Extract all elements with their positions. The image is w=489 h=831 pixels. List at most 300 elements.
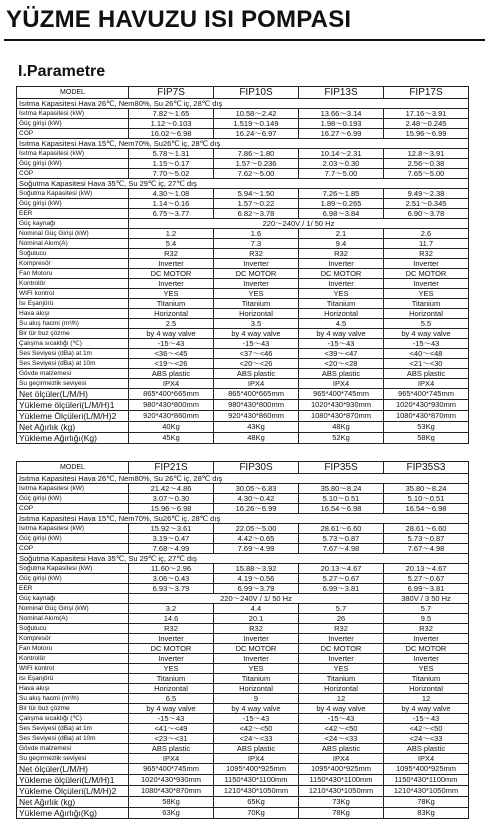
- spec-value: -15～43: [299, 714, 384, 724]
- spec-value: 65Kg: [214, 797, 299, 808]
- spec-value: 1.519～0.149: [214, 119, 299, 129]
- row-label: Nominal Güç Girişi (kW): [17, 604, 129, 614]
- spec-value: R32: [214, 624, 299, 634]
- spec-value: 5.94～1.50: [214, 189, 299, 199]
- spec-value: 9.4: [299, 239, 384, 249]
- spec-value: 48Kg: [299, 422, 384, 433]
- spec-value: IPX4: [214, 754, 299, 764]
- spec-row: [17, 199, 469, 209]
- spec-value: DC MOTOR: [299, 269, 384, 279]
- spec-value: 7.68～4.99: [129, 544, 214, 554]
- spec-value: 17.16～3.91: [384, 109, 469, 119]
- model-name: FIP35S3: [384, 462, 469, 474]
- spec-value: YES: [129, 289, 214, 299]
- spec-value: Inverter: [384, 634, 469, 644]
- spec-value: 9.5: [384, 614, 469, 624]
- spec-value: 78Kg: [299, 808, 384, 819]
- row-label: Güç girişi (kW): [17, 199, 129, 209]
- spec-value: 1095*400*925mm: [214, 764, 299, 775]
- spec-value: Titanium: [214, 299, 299, 309]
- row-label: Kompresör: [17, 634, 129, 644]
- spec-row: [17, 644, 469, 654]
- spec-value: 12: [299, 694, 384, 704]
- spec-value: 7.67～4.98: [299, 544, 384, 554]
- model-name: FIP17S: [384, 87, 469, 99]
- spec-row: [17, 724, 469, 734]
- spec-value: ABS plastic: [384, 744, 469, 754]
- spec-value: <42～<50: [214, 724, 299, 734]
- row-label: Isıtma Kapasitesi (kW): [17, 109, 129, 119]
- row-label: Ses Seviyesi (dBa) at 10m: [17, 734, 129, 744]
- spec-value: 45Kg: [129, 433, 214, 444]
- spec-value: IPX4: [384, 379, 469, 389]
- spec-value: <39～<47: [299, 349, 384, 359]
- row-label: Su geçirmezlik seviyesi: [17, 379, 129, 389]
- spec-value: <20～<26: [214, 359, 299, 369]
- spec-row: [17, 524, 469, 534]
- spec-value: Horizontal: [214, 309, 299, 319]
- spec-value: R32: [299, 624, 384, 634]
- row-label: Güç kaynağı: [17, 219, 129, 229]
- spec-value: 16.02～6.98: [129, 129, 214, 139]
- spec-value: DC MOTOR: [299, 644, 384, 654]
- spec-value: 4.30～0.42: [214, 494, 299, 504]
- spec-value: <20～<28: [299, 359, 384, 369]
- spec-value: R32: [129, 624, 214, 634]
- spec-row: [17, 209, 469, 219]
- page-title: YÜZME HAVUZU ISI POMPASI: [6, 6, 352, 33]
- spec-value: 6.93～3.79: [129, 584, 214, 594]
- spec-value: 1.57～0.236: [214, 159, 299, 169]
- spec-value: 1.89～0.265: [299, 199, 384, 209]
- spec-value: <24～<33: [214, 734, 299, 744]
- spec-value: 35.80～8.24: [384, 484, 469, 494]
- spec-row: [17, 289, 469, 299]
- spec-value: 2.1: [299, 229, 384, 239]
- spec-value: 70Kg: [214, 808, 299, 819]
- spec-row: [17, 494, 469, 504]
- spec-value: Titanium: [384, 674, 469, 684]
- spec-value: Horizontal: [129, 309, 214, 319]
- spec-value: <37～<46: [214, 349, 299, 359]
- row-label: EER: [17, 584, 129, 594]
- row-label: WIFI kontrol: [17, 289, 129, 299]
- spec-value: <21～<30: [384, 359, 469, 369]
- spec-value: YES: [129, 664, 214, 674]
- row-label: Bir tür buz çözme: [17, 329, 129, 339]
- row-label: Su geçirmezlik seviyesi: [17, 754, 129, 764]
- spec-value: 7.70～5.02: [129, 169, 214, 179]
- spec-row: [17, 744, 469, 754]
- spec-value: 920*430*860mm: [214, 411, 299, 422]
- spec-value: 1020*430*930mm: [299, 400, 384, 411]
- spec-row: [17, 159, 469, 169]
- spec-value: 7.82～1.65: [129, 109, 214, 119]
- spec-value: Inverter: [299, 634, 384, 644]
- spec-value: 48Kg: [214, 433, 299, 444]
- spec-value: -15～43: [129, 714, 214, 724]
- spec-value: by 4 way valve: [384, 704, 469, 714]
- model-header-label: MODEL: [17, 462, 129, 474]
- spec-value: 6.98～3.84: [299, 209, 384, 219]
- spec-value: 35.80～8.24: [299, 484, 384, 494]
- spec-value: Horizontal: [299, 684, 384, 694]
- spec-row: [17, 604, 469, 614]
- spec-value: 980*430*800mm: [129, 400, 214, 411]
- row-label: Çalışma sıcaklığı (℃): [17, 714, 129, 724]
- row-label: Gövde malzemesi: [17, 744, 129, 754]
- spec-value: -15～43: [129, 339, 214, 349]
- row-label: Güç girişi (kW): [17, 159, 129, 169]
- spec-row: [17, 764, 469, 775]
- spec-value: Inverter: [299, 279, 384, 289]
- spec-row: [17, 664, 469, 674]
- spec-value: Horizontal: [129, 684, 214, 694]
- spec-value: ABS plastic: [384, 369, 469, 379]
- model-header-label: MODEL: [17, 87, 129, 99]
- row-label: COP: [17, 169, 129, 179]
- model-name: FIP13S: [299, 87, 384, 99]
- spec-value: DC MOTOR: [384, 644, 469, 654]
- spec-value: 6.75～3.77: [129, 209, 214, 219]
- row-label: Su akış hacmi (m³/h): [17, 319, 129, 329]
- spec-value: 920*430*860mm: [129, 411, 214, 422]
- spec-value: R32: [214, 249, 299, 259]
- spec-value: -15～43: [299, 339, 384, 349]
- spec-value: 16.27～6.99: [299, 129, 384, 139]
- spec-value: <42～<50: [299, 724, 384, 734]
- spec-value: 4.4: [214, 604, 299, 614]
- spec-value: 1.2: [129, 229, 214, 239]
- spec-value: by 4 way valve: [129, 704, 214, 714]
- spec-value: R32: [299, 249, 384, 259]
- spec-row: [17, 129, 469, 139]
- row-label: Isıtma Kapasitesi (kW): [17, 484, 129, 494]
- spec-value: 63Kg: [129, 808, 214, 819]
- spec-value: 16.54～6.98: [384, 504, 469, 514]
- spec-value: 4.5: [299, 319, 384, 329]
- row-label: Kompresör: [17, 259, 129, 269]
- spec-row: [17, 797, 469, 808]
- row-label: Yükleme Ölçüleri(L/M/H)2: [17, 786, 129, 797]
- spec-row: [17, 339, 469, 349]
- row-label: Ses Seviyesi (dBa) at 10m: [17, 359, 129, 369]
- spec-row: [17, 119, 469, 129]
- spec-value: 1210*430*1050mm: [299, 786, 384, 797]
- row-label: Hava akışı: [17, 684, 129, 694]
- spec-value: 40Kg: [129, 422, 214, 433]
- spec-row: [17, 694, 469, 704]
- spec-value: 1150*430*1100mm: [384, 775, 469, 786]
- spec-row: [17, 594, 469, 604]
- spec-value: 6.82～3.78: [214, 209, 299, 219]
- row-label: Net Ağırlık (kg): [17, 797, 129, 808]
- spec-row: [17, 484, 469, 494]
- spec-value: 6.5: [129, 694, 214, 704]
- row-label: Soğutma Kapasitesi (kW): [17, 564, 129, 574]
- spec-value: 7.3: [214, 239, 299, 249]
- spec-row: [17, 379, 469, 389]
- spec-row: [17, 259, 469, 269]
- spec-value: <36～<45: [129, 349, 214, 359]
- spec-value: 16.26～6.99: [214, 504, 299, 514]
- row-label: Soğutucu: [17, 249, 129, 259]
- spec-value: 5.78～1.31: [129, 149, 214, 159]
- row-label: Hava akışı: [17, 309, 129, 319]
- spec-value: by 4 way valve: [384, 329, 469, 339]
- spec-value: YES: [214, 664, 299, 674]
- spec-value: Titanium: [384, 299, 469, 309]
- spec-table-1: [16, 86, 469, 444]
- spec-value: R32: [129, 249, 214, 259]
- spec-value: <24～<33: [299, 734, 384, 744]
- spec-value: by 4 way valve: [214, 329, 299, 339]
- row-label: Ses Seviyesi (dBa) at 1m: [17, 724, 129, 734]
- spec-value: 21.42～4.86: [129, 484, 214, 494]
- group-heading: Isıtma Kapasitesi Hava 15℃, Nem70%, Su26℃ iç, 28℃ dış: [17, 514, 469, 524]
- spec-value: DC MOTOR: [129, 269, 214, 279]
- spec-value: Inverter: [384, 654, 469, 664]
- row-label: Bir tür buz çözme: [17, 704, 129, 714]
- spec-value: 865*400*665mm: [129, 389, 214, 400]
- spec-value: 15.96～6.99: [384, 129, 469, 139]
- spec-value: <41～<49: [129, 724, 214, 734]
- spec-value: <40～<48: [384, 349, 469, 359]
- spec-row: [17, 169, 469, 179]
- spec-value: 7.86～1.80: [214, 149, 299, 159]
- spec-row: [17, 674, 469, 684]
- spec-value: 1095*400*925mm: [299, 764, 384, 775]
- spec-value: 980*430*800mm: [214, 400, 299, 411]
- spec-row: [17, 624, 469, 634]
- spec-value: 28.61～6.60: [299, 524, 384, 534]
- spec-value: 15.88～3.92: [214, 564, 299, 574]
- spec-value: ABS plastic: [299, 369, 384, 379]
- spec-row: [17, 359, 469, 369]
- row-label: Kontrolör: [17, 654, 129, 664]
- row-label: Kontrolör: [17, 279, 129, 289]
- spec-row: [17, 462, 469, 474]
- spec-value: 1.98～0.193: [299, 119, 384, 129]
- row-label: Net Ağırlık (kg): [17, 422, 129, 433]
- spec-value: Inverter: [214, 259, 299, 269]
- spec-row: [17, 139, 469, 149]
- spec-value: 1150*430*1100mm: [214, 775, 299, 786]
- spec-row: [17, 786, 469, 797]
- spec-value: 28.61～6.60: [384, 524, 469, 534]
- spec-value: 1.57～0.22: [214, 199, 299, 209]
- spec-row: [17, 389, 469, 400]
- spec-value: 15.96～6.98: [129, 504, 214, 514]
- spec-value: 1.6: [214, 229, 299, 239]
- spec-row: [17, 474, 469, 484]
- spec-value: 20.1: [214, 614, 299, 624]
- row-label: Fan Motoru: [17, 644, 129, 654]
- group-heading: Soğutma Kapasitesi Hava 35℃, Su 29℃ iç, 27℃ dış: [17, 179, 469, 189]
- spec-row: [17, 229, 469, 239]
- row-label: Net ölçüler(L/M/H): [17, 389, 129, 400]
- spec-value: 20.13～4.67: [299, 564, 384, 574]
- spec-row: [17, 504, 469, 514]
- row-label: WIFI kontrol: [17, 664, 129, 674]
- spec-value: DC MOTOR: [129, 644, 214, 654]
- spec-value: by 4 way valve: [299, 704, 384, 714]
- spec-value: 7.7～5.00: [299, 169, 384, 179]
- spec-value: IPX4: [129, 754, 214, 764]
- model-name: FIP35S: [299, 462, 384, 474]
- row-label: Isı Eşanjörü: [17, 299, 129, 309]
- spec-value: 2.5: [129, 319, 214, 329]
- spec-value: 965*400*745mm: [384, 389, 469, 400]
- model-name: FIP7S: [129, 87, 214, 99]
- row-label: Isı Eşanjörü: [17, 674, 129, 684]
- spec-value: 1210*430*1050mm: [214, 786, 299, 797]
- spec-value: 5.27～0.67: [299, 574, 384, 584]
- spec-value: Inverter: [384, 279, 469, 289]
- spec-value: 3.2: [129, 604, 214, 614]
- spec-value: 58Kg: [129, 797, 214, 808]
- spec-row: [17, 574, 469, 584]
- row-label: Soğutma Kapasitesi (kW): [17, 189, 129, 199]
- spec-value: R32: [384, 624, 469, 634]
- spec-row: [17, 534, 469, 544]
- group-heading: Isıtma Kapasitesi Hava 26℃, Nem80%, Su 26℃ iç, 28℃ dış: [17, 474, 469, 484]
- spec-value: YES: [384, 289, 469, 299]
- spec-row: [17, 714, 469, 724]
- spec-row: [17, 411, 469, 422]
- spec-value: IPX4: [299, 379, 384, 389]
- spec-value: Inverter: [129, 634, 214, 644]
- spec-value: 1210*430*1050mm: [384, 786, 469, 797]
- spec-value: Inverter: [129, 259, 214, 269]
- spec-value: 14.6: [129, 614, 214, 624]
- spec-value: 5.7: [299, 604, 384, 614]
- spec-row: [17, 808, 469, 819]
- row-label: Yükleme ölçüleri(L/M/H)1: [17, 400, 129, 411]
- spec-row: [17, 433, 469, 444]
- spec-value: 5.10～0.51: [384, 494, 469, 504]
- row-label: Nominal Akım(A): [17, 239, 129, 249]
- spec-value: 43Kg: [214, 422, 299, 433]
- spec-value: 53Kg: [384, 422, 469, 433]
- spec-value: 220～240V / 1/ 50 Hz: [129, 219, 469, 229]
- spec-value: by 4 way valve: [214, 704, 299, 714]
- spec-row: [17, 349, 469, 359]
- spec-value: 78Kg: [384, 797, 469, 808]
- spec-value: 1.15～0.17: [129, 159, 214, 169]
- row-label: Yükleme Ölçüleri(L/M/H)2: [17, 411, 129, 422]
- spec-row: [17, 239, 469, 249]
- row-label: Nominal Güç Girişi (kW): [17, 229, 129, 239]
- spec-value: 220～240V / 1/ 50 Hz: [129, 594, 384, 604]
- spec-value: 1.12～0.103: [129, 119, 214, 129]
- spec-row: [17, 684, 469, 694]
- spec-value: 7.67～4.98: [384, 544, 469, 554]
- spec-row: [17, 219, 469, 229]
- spec-value: 16.24～6.97: [214, 129, 299, 139]
- spec-row: [17, 734, 469, 744]
- spec-value: IPX4: [299, 754, 384, 764]
- spec-row: [17, 109, 469, 119]
- spec-value: 5.5: [384, 319, 469, 329]
- spec-value: 6.99～3.79: [214, 584, 299, 594]
- spec-value: 6.99～3.81: [299, 584, 384, 594]
- spec-value: 13.66～3.14: [299, 109, 384, 119]
- row-label: Yükleme ölçüleri(L/M/H)1: [17, 775, 129, 786]
- spec-row: [17, 87, 469, 99]
- spec-value: 2.48～0.245: [384, 119, 469, 129]
- spec-value: 865*400*665mm: [214, 389, 299, 400]
- row-label: COP: [17, 504, 129, 514]
- spec-row: [17, 654, 469, 664]
- spec-value: 1080*430*870mm: [129, 786, 214, 797]
- spec-value: 9: [214, 694, 299, 704]
- spec-value: 7.62～5.00: [214, 169, 299, 179]
- spec-value: Titanium: [129, 674, 214, 684]
- row-label: Çalışma sıcaklığı (℃): [17, 339, 129, 349]
- spec-value: Titanium: [299, 299, 384, 309]
- spec-row: [17, 319, 469, 329]
- row-label: Güç girişi (kW): [17, 119, 129, 129]
- row-label: Soğutucu: [17, 624, 129, 634]
- row-label: Gövde malzemesi: [17, 369, 129, 379]
- spec-value: 5.73～0.87: [384, 534, 469, 544]
- spec-table-2: [16, 461, 469, 819]
- spec-row: [17, 149, 469, 159]
- spec-value: 1020*430*930mm: [384, 400, 469, 411]
- spec-value: 6.90～3.78: [384, 209, 469, 219]
- spec-value: 7.69～4.99: [214, 544, 299, 554]
- spec-value: 20.13～4.67: [384, 564, 469, 574]
- spec-value: -15～43: [384, 714, 469, 724]
- spec-value: 5.4: [129, 239, 214, 249]
- spec-value: 3.5: [214, 319, 299, 329]
- spec-row: [17, 329, 469, 339]
- spec-value: 4.19～0.56: [214, 574, 299, 584]
- spec-value: 2.03～0.30: [299, 159, 384, 169]
- spec-value: ABS plastic: [299, 744, 384, 754]
- spec-value: 12.8～3.91: [384, 149, 469, 159]
- spec-value: 1150*430*1100mm: [299, 775, 384, 786]
- spec-value: ABS plastic: [129, 369, 214, 379]
- group-heading: Isıtma Kapasitesi Hava 15℃, Nem70%, Su26℃ iç, 28℃ dış: [17, 139, 469, 149]
- spec-value: Inverter: [299, 654, 384, 664]
- spec-value: R32: [384, 249, 469, 259]
- spec-value: DC MOTOR: [384, 269, 469, 279]
- row-label: Yükleme Ağırlığı(Kg): [17, 433, 129, 444]
- spec-value: YES: [214, 289, 299, 299]
- spec-value: 7.26～1.85: [299, 189, 384, 199]
- spec-value: <19～<26: [129, 359, 214, 369]
- spec-value: Horizontal: [384, 684, 469, 694]
- row-label: Net ölçüler(L/M/H): [17, 764, 129, 775]
- spec-value: <24～<33: [384, 734, 469, 744]
- spec-value: by 4 way valve: [129, 329, 214, 339]
- spec-value: 83Kg: [384, 808, 469, 819]
- spec-value: -15～43: [214, 714, 299, 724]
- spec-row: [17, 754, 469, 764]
- spec-row: [17, 269, 469, 279]
- spec-value: 1080*430*870mm: [384, 411, 469, 422]
- spec-row: [17, 369, 469, 379]
- spec-value: 4.42～0.65: [214, 534, 299, 544]
- spec-value: 5.10～0.51: [299, 494, 384, 504]
- spec-value: 6.99～3.81: [384, 584, 469, 594]
- spec-row: [17, 299, 469, 309]
- row-label: COP: [17, 129, 129, 139]
- spec-row: [17, 554, 469, 564]
- spec-row: [17, 99, 469, 109]
